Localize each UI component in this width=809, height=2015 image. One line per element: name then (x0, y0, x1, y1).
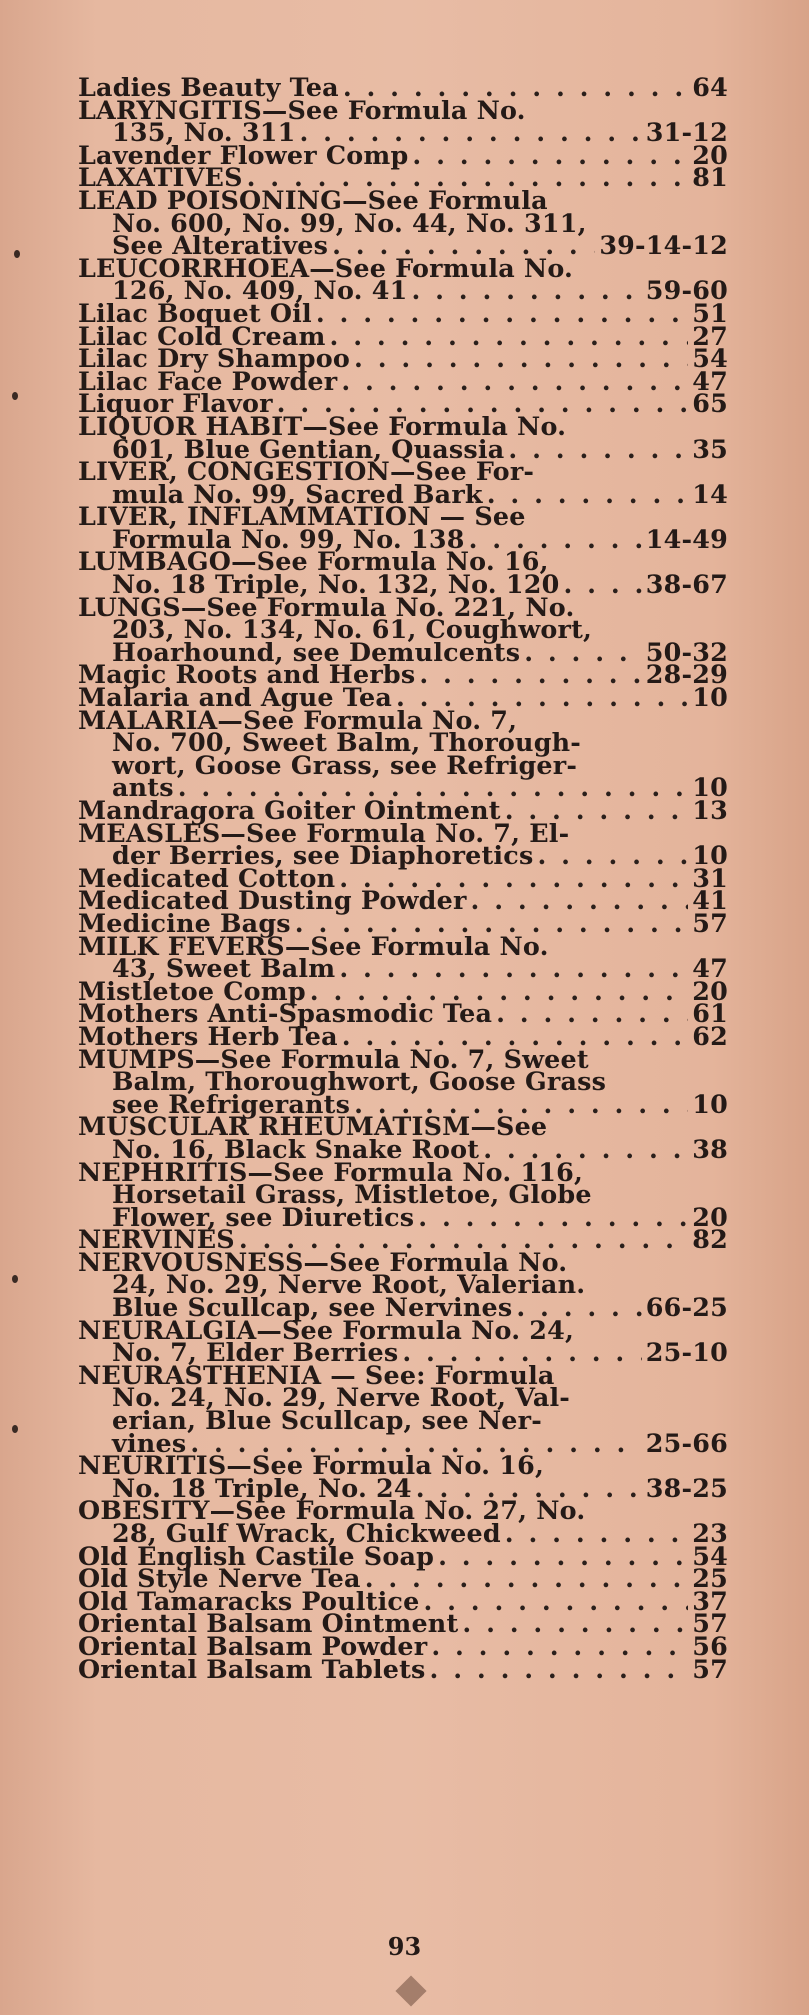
index-entry (78, 1450, 728, 1503)
ink-speck (12, 1275, 18, 1283)
entry-text: Lilac Dry Shampoo (78, 343, 351, 374)
page-reference: 51 (692, 297, 728, 328)
ink-speck (12, 392, 18, 400)
page-reference: 23 (692, 1518, 728, 1548)
page-reference: 62 (692, 1020, 728, 1051)
entry-text: Lilac Cold Cream (78, 320, 326, 351)
index-entry (78, 1111, 728, 1164)
entry-text: NERVOUSNESS—See Formula No. (78, 1246, 568, 1277)
index-entry (78, 1314, 728, 1368)
page-reference: 14-49 (645, 523, 728, 554)
entry-text: vines (112, 1427, 187, 1458)
entry-text: NEURALGIA—See Formula No. 24, (78, 1314, 575, 1345)
index-entry (78, 456, 728, 509)
entry-text: Magic Roots and Herbs (78, 659, 416, 690)
page-reference: 13 (692, 795, 728, 825)
entry-text: Oriental Balsam Tablets (78, 1653, 426, 1684)
entry-text: NERVINES (78, 1224, 235, 1255)
page-reference: 39-14-12 (599, 230, 728, 261)
entry-text: Flower, see Diuretics (112, 1201, 415, 1232)
dot-leader (462, 1612, 688, 1635)
page-reference: 82 (692, 1224, 728, 1255)
entry-text: No. 16, Black Snake Root (112, 1133, 480, 1164)
page-reference: 64 (692, 72, 728, 102)
ink-speck (12, 1425, 18, 1433)
entry-text: 601, Blue Gentian, Quassia (112, 433, 505, 464)
entry-text: MILK FEVERS—See Formula No. (78, 930, 549, 961)
page-reference: 56 (692, 1630, 728, 1661)
page-reference: 10 (692, 772, 728, 803)
index-list (78, 72, 728, 1684)
entry-text: Oriental Balsam Powder (78, 1630, 428, 1661)
entry-text: LUMBAGO—See Formula No. 16, (78, 546, 549, 577)
dot-leader (412, 144, 688, 167)
entry-text: NEURITIS—See Formula No. 16, (78, 1450, 545, 1481)
dot-leader (524, 641, 642, 664)
entry-text: LIQUOR HABIT—See Formula No. (78, 410, 567, 441)
entry-text: Blue Scullcap, see Nervines (112, 1292, 513, 1323)
entry-text: See Alteratives (112, 230, 329, 261)
page-reference: 20 (692, 1201, 728, 1232)
entry-text: No. 18 Triple, No. 24 (112, 1472, 412, 1503)
index-entry (78, 591, 728, 667)
page-reference: 65 (692, 388, 728, 419)
entry-text: No. 24, No. 29, Nerve Root, Val- (112, 1382, 571, 1413)
page-reference: 59-60 (645, 275, 728, 306)
entry-text: Balm, Thoroughwort, Goose Grass (112, 1066, 607, 1097)
index-entry (78, 704, 728, 803)
entry-text: Liquor Flavor (78, 388, 273, 419)
page-reference: 38-25 (645, 1472, 728, 1503)
entry-text: OBESITY—See Formula No. 27, No. (78, 1495, 586, 1526)
index-entry (78, 410, 728, 464)
index-line (78, 749, 728, 780)
index-entry (78, 501, 728, 554)
index-entry (78, 546, 728, 600)
index-entry (78, 1156, 728, 1232)
dot-leader (537, 844, 688, 867)
entry-text: NEPHRITIS—See Formula No. 116, (78, 1156, 584, 1187)
entry-text: Mothers Herb Tea (78, 1020, 338, 1051)
page-reference: 38 (692, 1133, 728, 1164)
entry-text: No. 18 Triple, No. 132, No. 120 (112, 569, 560, 600)
entry-text: Ladies Beauty Tea (78, 72, 339, 102)
entry-text: mula No. 99, Sacred Bark (112, 478, 483, 509)
ink-speck (14, 250, 20, 258)
entry-text: LIVER, INFLAMMATION — See (78, 501, 526, 532)
dot-leader (354, 347, 688, 370)
entry-text: Lilac Face Powder (78, 365, 338, 396)
entry-text: MALARIA—See Formula No. 7, (78, 704, 518, 735)
entry-text: Formula No. 99, No. 138 (112, 523, 465, 554)
page-reference: 81 (692, 162, 728, 193)
dot-leader (423, 1590, 688, 1613)
page-reference: 57 (692, 907, 728, 938)
entry-text: 28, Gulf Wrack, Chickweed (112, 1518, 501, 1548)
page-reference: 54 (692, 1540, 728, 1571)
page-reference: 10 (692, 840, 728, 871)
entry-text: der Berries, see Diaphoretics (112, 840, 534, 871)
entry-text: LIVER, CONGESTION—See For- (78, 456, 535, 487)
entry-text: MUSCULAR RHEUMATISM—See (78, 1111, 548, 1142)
page-reference: 27 (692, 320, 728, 351)
entry-text: 203, No. 134, No. 61, Coughwort, (112, 614, 593, 645)
page-number: 93 (387, 1932, 422, 1961)
entry-text: 135, No. 311 (112, 117, 296, 148)
entry-text: LEAD POISONING—See Formula (78, 184, 548, 215)
page-reference: 47 (692, 953, 728, 984)
entry-text: 43, Sweet Balm (112, 953, 336, 984)
entry-text: Lilac Boquet Oil (78, 297, 312, 328)
page-reference: 38-67 (645, 569, 728, 600)
entry-text: MUMPS—See Formula No. 7, Sweet (78, 1043, 589, 1074)
dot-leader (418, 1206, 688, 1229)
entry-text: Old English Castile Soap (78, 1540, 435, 1571)
entry-text: No. 700, Sweet Balm, Thorough- (112, 727, 582, 758)
entry-text: No. 600, No. 99, No. 44, No. 311, (112, 207, 587, 238)
index-entry (78, 930, 728, 984)
page-reference: 37 (692, 1585, 728, 1616)
index-entry (78, 1246, 728, 1323)
entry-text: Medicated Cotton (78, 862, 336, 893)
page-reference: 25 (692, 1563, 728, 1594)
page-reference: 57 (692, 1608, 728, 1639)
entry-text: Mothers Anti-Spasmodic Tea (78, 998, 493, 1029)
entry-text: Old Tamaracks Poultice (78, 1585, 420, 1616)
dot-leader (508, 438, 688, 461)
entry-text: MEASLES—See Formula No. 7, El- (78, 817, 570, 848)
dot-leader (505, 1522, 688, 1545)
page-reference: 50-32 (645, 636, 728, 667)
index-entry (78, 1359, 728, 1458)
page-reference: 31-12 (645, 117, 728, 148)
entry-text: Old Style Nerve Tea (78, 1563, 361, 1594)
entry-text: Mandragora Goiter Ointment (78, 795, 501, 825)
dot-leader (430, 1658, 689, 1681)
entry-text: Medicine Bags (78, 907, 291, 938)
index-entry (78, 94, 728, 148)
page-reference: 20 (692, 975, 728, 1006)
dot-leader (431, 1635, 688, 1658)
page-reference: 28-29 (645, 659, 728, 690)
page-reference: 57 (692, 1653, 728, 1684)
dot-leader (341, 370, 688, 393)
dot-leader (438, 1545, 688, 1568)
index-entry (78, 184, 728, 261)
page-reference: 47 (692, 365, 728, 396)
entry-text: LUNGS—See Formula No. 221, No. (78, 591, 575, 622)
dot-leader (330, 325, 689, 348)
entry-text: Mistletoe Comp (78, 975, 306, 1006)
entry-text: Lavender Flower Comp (78, 139, 409, 170)
entry-text: Oriental Balsam Ointment (78, 1608, 459, 1639)
dot-leader (339, 957, 688, 980)
entry-text: Medicated Dusting Powder (78, 885, 467, 916)
entry-text: 24, No. 29, Nerve Root, Valerian. (112, 1269, 586, 1300)
index-entry (78, 252, 728, 306)
page-reference: 35 (692, 433, 728, 464)
index-entry (78, 817, 728, 871)
entry-text: wort, Goose Grass, see Refriger- (112, 749, 578, 780)
page-reference: 20 (692, 139, 728, 170)
page-reference: 66-25 (645, 1292, 728, 1323)
page-reference: 41 (692, 885, 728, 916)
ornament-icon (395, 1975, 426, 2006)
page-reference: 31 (692, 862, 728, 893)
entry-text: 126, No. 409, No. 41 (112, 275, 408, 306)
entry-text: Hoarhound, see Demulcents (112, 636, 521, 667)
dot-leader (419, 663, 641, 686)
page-reference: 10 (692, 1088, 728, 1119)
entry-text: LAXATIVES (78, 162, 243, 193)
index-entry (78, 1495, 728, 1548)
page-reference: 25-66 (645, 1427, 728, 1458)
entry-text: Horsetail Grass, Mistletoe, Globe (112, 1179, 592, 1210)
page-reference: 25-10 (645, 1337, 728, 1368)
entry-text: NEURASTHENIA — See: Formula (78, 1359, 555, 1390)
entry-text: LARYNGITIS—See Formula No. (78, 94, 526, 125)
entry-text: LEUCORRHOEA—See Formula No. (78, 252, 574, 283)
page-reference: 54 (692, 343, 728, 374)
page-reference: 14 (692, 478, 728, 509)
dot-leader (316, 302, 688, 325)
dot-leader (471, 889, 689, 912)
index-line (78, 1653, 728, 1684)
entry-text: erian, Blue Scullcap, see Ner- (112, 1405, 542, 1436)
entry-text: see Refrigerants (112, 1088, 351, 1119)
index-entry (78, 1653, 728, 1684)
entry-text: ants (112, 772, 174, 803)
dot-leader (496, 1002, 688, 1025)
dot-leader (564, 573, 642, 596)
entry-text: No. 7, Elder Berries (112, 1337, 399, 1368)
entry-text: Malaria and Ague Tea (78, 682, 392, 713)
page-reference: 10 (692, 682, 728, 713)
index-entry (78, 1043, 728, 1119)
dot-leader (411, 279, 641, 302)
page-reference: 61 (692, 998, 728, 1029)
